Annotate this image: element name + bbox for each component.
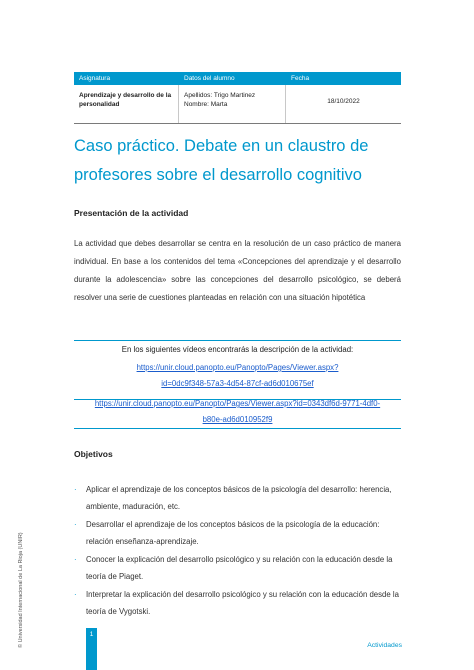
objective-text-3: Conocer la explicación del desarrollo psicológico y su relación con la educación desde la teoría de Piaget. <box>86 555 393 581</box>
presentation-text-2: En base a los contenidos del tema «Concepciones del aprendizaje y el desarrollo durante la adolescencia» sobre las concepciones del desarrollo psicológico, se deberá resolver una serie de cuestiones planteadas en relación con una situación hipotética <box>74 257 401 302</box>
list-item <box>74 516 401 550</box>
student-surname: Apellidos: Trigo Martinez <box>184 92 256 99</box>
copyright-sidebar <box>16 532 26 660</box>
video-links-box-2 <box>74 398 401 429</box>
student-info-table <box>74 72 401 124</box>
bullet-icon: · <box>74 520 77 529</box>
objectives-heading: Objetivos <box>74 449 113 459</box>
list-item <box>74 551 401 585</box>
col-label-subject: Asignatura <box>79 75 111 82</box>
student-info-header-row <box>74 72 401 85</box>
presentation-paragraph <box>74 235 401 307</box>
page-number: 1 <box>89 631 94 638</box>
list-item <box>74 586 401 620</box>
video-intro: En los siguientes vídeos encontrarás la descripción de la actividad: <box>121 345 354 354</box>
video-link-2-cont[interactable] <box>74 414 401 426</box>
video-link-2-part-2[interactable]: b80e-ad6d010952f9 <box>202 415 273 424</box>
presentation-heading: Presentación de la actividad <box>74 208 189 218</box>
video-link-1-part-1[interactable]: https://unir.cloud.panopto.eu/Panopto/Pages/Viewer.aspx? <box>136 363 339 372</box>
col-label-date: Fecha <box>291 75 310 82</box>
copyright-text: © Universidad Internacional de La Rioja (UNIR) <box>18 532 24 648</box>
bullet-icon: · <box>74 555 77 564</box>
video-link-1-cont[interactable] <box>74 378 401 390</box>
footer-section-label: Actividades <box>367 642 402 649</box>
page-number-tab <box>86 628 97 670</box>
video-links-box <box>74 340 401 400</box>
list-item <box>74 481 401 515</box>
objective-text-4: Interpretar la explicación del desarrollo psicológico y su relación con la educación desde la teoría de Vygotski. <box>86 590 399 616</box>
subject-value: Aprendizaje y desarrollo de la personalidad <box>74 85 179 123</box>
date-value: 18/10/2022 <box>327 98 360 105</box>
video-link-2-part-1[interactable]: https://unir.cloud.panopto.eu/Panopto/Pages/Viewer.aspx?id=0343df6d-9771-4df0- <box>94 399 381 408</box>
student-value <box>179 85 286 123</box>
bullet-icon: · <box>74 485 77 494</box>
document-title: Caso práctico. Debate en un claustro de profesores sobre el desarrollo cognitivo <box>74 137 369 184</box>
video-link-1-part-2[interactable]: id=0dc9f348-57a3-4d54-87cf-ad6d010675ef <box>161 379 314 388</box>
video-link-1[interactable] <box>74 362 401 374</box>
student-info-body-row <box>74 85 401 124</box>
col-label-student: Datos del alumno <box>184 75 235 82</box>
objectives-list <box>74 481 401 621</box>
student-name: Nombre: Marta <box>184 101 228 108</box>
objective-text-1: Aplicar el aprendizaje de los conceptos básicos de la psicología del desarrollo: herencia, ambiente, maduración, etc. <box>86 485 392 511</box>
objective-text-2: Desarrollar el aprendizaje de los conceptos básicos de la psicología de la educación: relación enseñanza-aprendizaje. <box>86 520 380 546</box>
bullet-icon: · <box>74 590 77 599</box>
presentation-text-1: La actividad que debes desarrollar se centra en la resolución de un caso práctico de manera individual. <box>74 239 401 266</box>
video-link-2[interactable] <box>74 398 401 410</box>
